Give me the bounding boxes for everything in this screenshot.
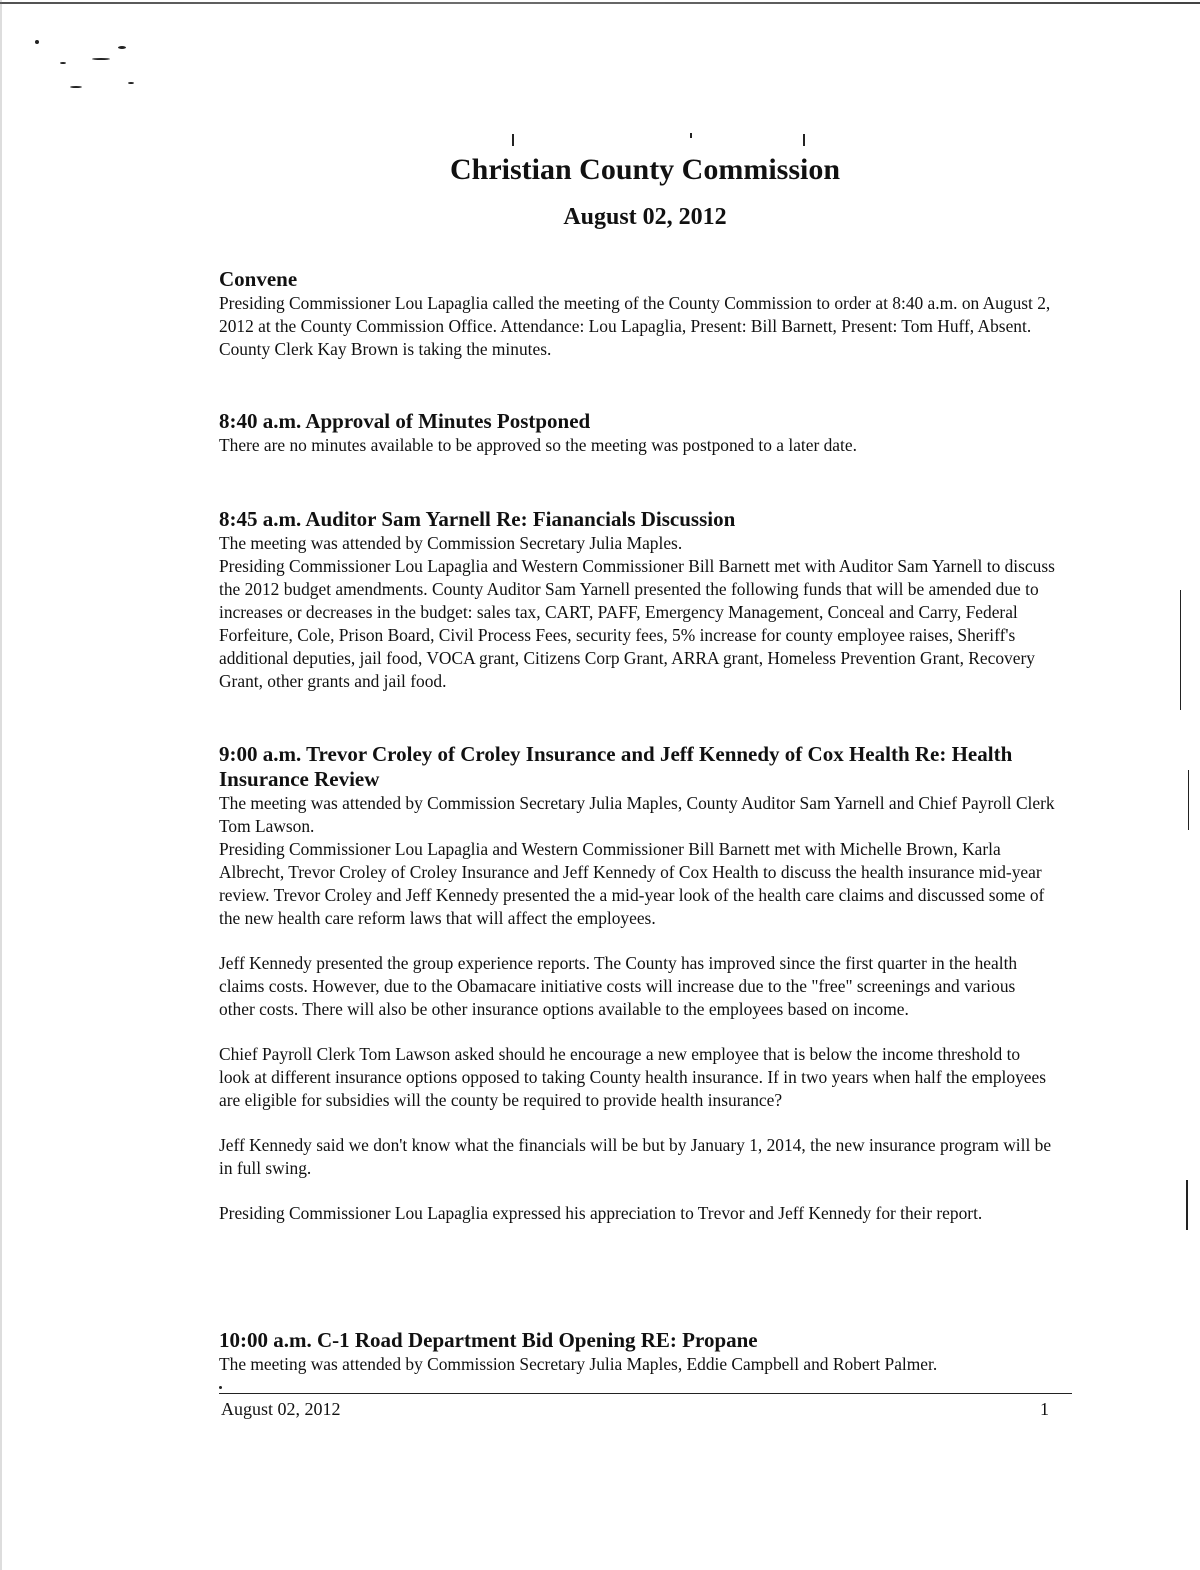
section-paragraph: There are no minutes available to be approved so the meeting was postponed to a later date. [219,435,857,455]
section-approval-of-minutes [219,409,1055,457]
scan-speck [128,82,134,84]
section-paragraph: Presiding Commissioner Lou Lapaglia called the meeting of the County Commission to order at 8:40 a.m. on August 2, 2012 at the County Commission Office. Attendance: Lou Lapaglia, Present: Bill Barnett, Present: Tom Huff, Absent. County Clerk Kay Brown is taking the minutes. [219,293,1051,359]
section-health-insurance-review [219,742,1055,1225]
section-heading: 10:00 a.m. C-1 Road Department Bid Opening RE: Propane [219,1328,758,1352]
section-paragraph: The meeting was attended by Commission Secretary Julia Maples, County Auditor Sam Yarnell and Chief Payroll Clerk Tom Lawson. [219,793,1055,836]
scan-edge-top [0,2,1200,4]
scan-mark [512,134,514,146]
page-number: 1 [1040,1399,1049,1419]
scan-mark [1188,770,1189,830]
scan-mark [1186,1180,1188,1230]
scan-mark [690,133,692,138]
scan-speck [35,40,39,44]
scan-mark [1180,590,1181,710]
document-title: Christian County Commission [449,153,841,186]
scan-mark [803,134,805,146]
section-paragraph: Presiding Commissioner Lou Lapaglia and Western Commissioner Bill Barnett met with Michelle Brown, Karla Albrecht, Trevor Croley of Croley Insurance and Jeff Kennedy of Cox Health to discuss the health insurance mid-year review. Trevor Croley and Jeff Kennedy presented the a mid-year look of the health care claims and discussed some of the new health care reform laws that will affect the employees. [219,839,1045,928]
section-paragraph: Jeff Kennedy said we don't know what the financials will be but by January 1, 2014, the new insurance program will be in full swing. [219,1135,1052,1178]
section-paragraph: Jeff Kennedy presented the group experience reports. The County has improved since the first quarter in the health claims costs. However, due to the Obamacare initiative costs will increase due to the "free" screenings and various other costs. There will also be other insurance options available to the employees based on income. [219,953,1018,1019]
scan-speck [92,58,110,60]
section-heading: 8:40 a.m. Approval of Minutes Postponed [219,409,591,433]
scan-edge-left [0,0,2,1570]
footer-divider [219,1393,1072,1394]
section-paragraph: The meeting was attended by Commission Secretary Julia Maples, Eddie Campbell and Robert Palmer. [219,1354,938,1374]
scan-speck [70,86,82,88]
section-paragraph: Presiding Commissioner Lou Lapaglia and Western Commissioner Bill Barnett met with Auditor Sam Yarnell to discuss the 2012 budget amendments. County Auditor Sam Yarnell presented the following funds that will be amended due to increases or decreases in the budget: sales tax, CART, PAFF, Emergency Management, Conceal and Carry, Federal Forfeiture, Cole, Prison Board, Civil Process Fees, security fees, 5% increase for county employee raises, Sheriff's additional deputies, jail food, VOCA grant, Citizens Corp Grant, ARRA grant, Homeless Prevention Grant, Recovery Grant, other grants and jail food. [219,556,1055,691]
scan-speck [118,46,126,49]
footer-mark [219,1386,222,1389]
section-heading: 9:00 a.m. Trevor Croley of Croley Insurance and Jeff Kennedy of Cox Health Re: Health Insurance Review [219,742,1013,791]
document-date: August 02, 2012 [563,204,727,230]
section-heading: 8:45 a.m. Auditor Sam Yarnell Re: Fianancials Discussion [219,507,736,531]
section-paragraph: Presiding Commissioner Lou Lapaglia expressed his appreciation to Trevor and Jeff Kennedy for their report. [219,1203,983,1223]
section-financials-discussion [219,507,1055,693]
section-convene [219,267,1055,361]
section-paragraph: Chief Payroll Clerk Tom Lawson asked should he encourage a new employee that is below the income threshold to look at different insurance options opposed to taking County health insurance. If in two years when half the employees are eligible for subsidies will the county be required to provide health insurance? [219,1044,1046,1110]
scan-speck [60,62,66,64]
section-heading: Convene [219,267,298,291]
document-header [0,150,1200,232]
footer-date: August 02, 2012 [221,1399,341,1419]
section-bid-opening [219,1328,1055,1376]
section-paragraph: The meeting was attended by Commission Secretary Julia Maples. [219,533,683,553]
